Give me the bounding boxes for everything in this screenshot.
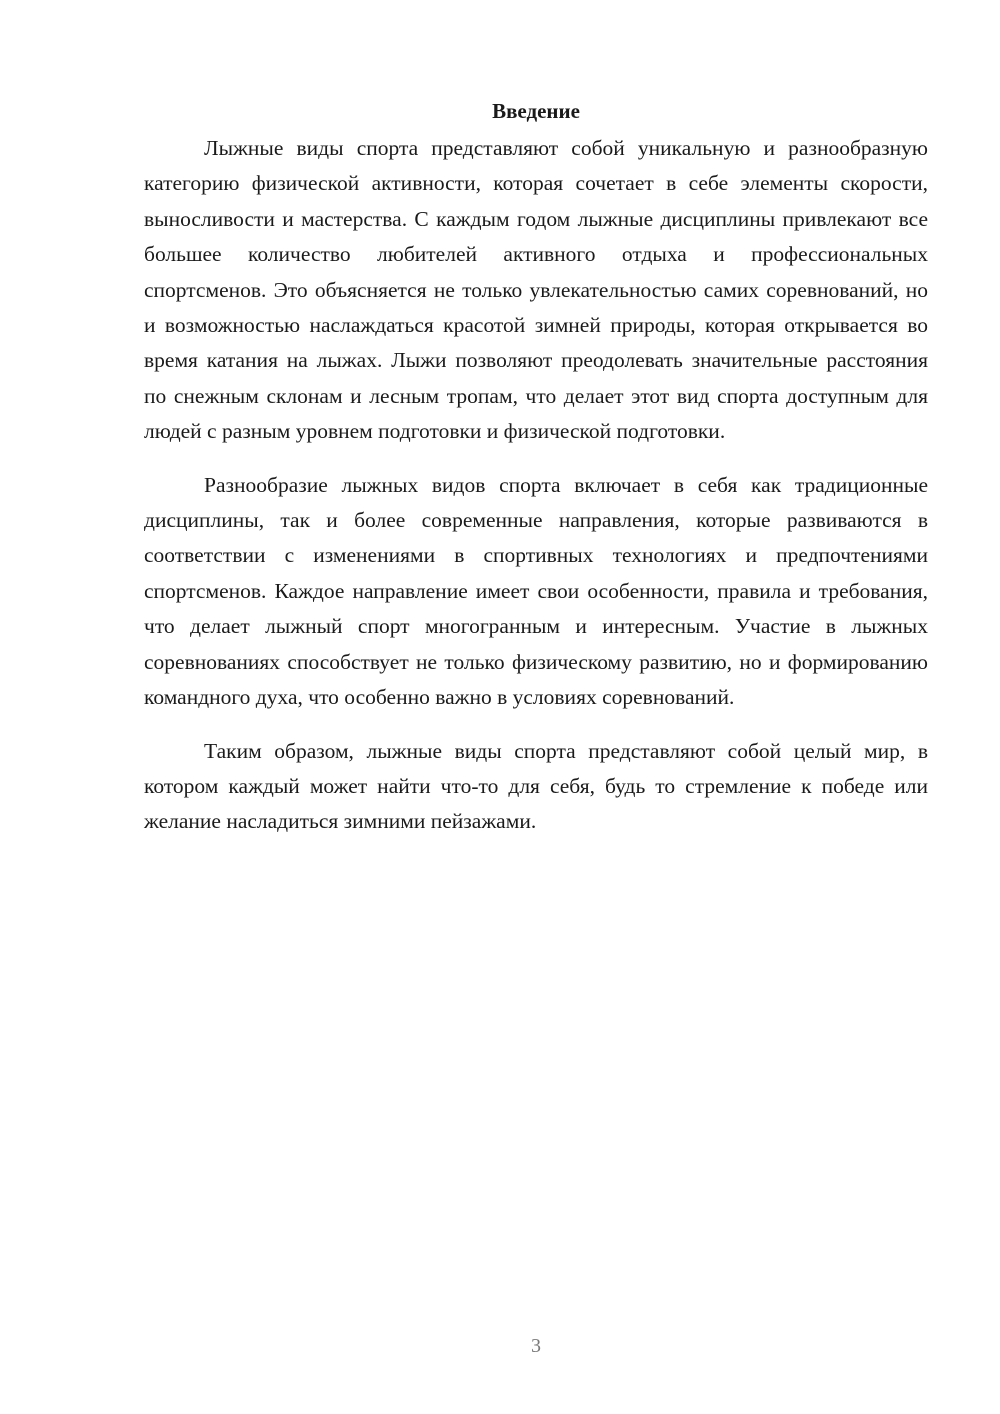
page-number: 3: [531, 1335, 541, 1357]
paragraph-1: Лыжные виды спорта представляют собой уникальную и разнообразную категорию физической активности, которая сочетает в себе элементы скорости, выносливости и мастерства. С каждым годом лыжные дисциплины привлекают все большее количество любителей активного отдыха и профессиональных спортсменов. Это объясняется не только увлекательностью самих соревнований, но и возможностью наслаждаться красотой зимней природы, которая открывается во время катания на лыжах. Лыжи позволяют преодолевать значительные расстояния по снежным склонам и лесным тропам, что делает этот вид спорта доступным для людей с разным уровнем подготовки и физической подготовки.: [144, 136, 928, 444]
paragraph-3: Таким образом, лыжные виды спорта представляют собой целый мир, в котором каждый может найти что-то для себя, будь то стремление к победе или желание насладиться зимними пейзажами.: [144, 738, 928, 834]
paragraph-2: Разнообразие лыжных видов спорта включает в себя как традиционные дисциплины, так и более современные направления, которые развиваются в соответствии с изменениями в спортивных технологиях и предпочтениями спортсменов. Каждое направление имеет свои особенности, правила и требования, что делает лыжный спорт многогранным и интересным. Участие в лыжных соревнованиях способствует не только физическому развитию, но и формированию командного духа, что особенно важно в условиях соревнований.: [144, 472, 928, 710]
section-title: Введение: [492, 99, 580, 123]
document-body: [144, 96, 928, 840]
